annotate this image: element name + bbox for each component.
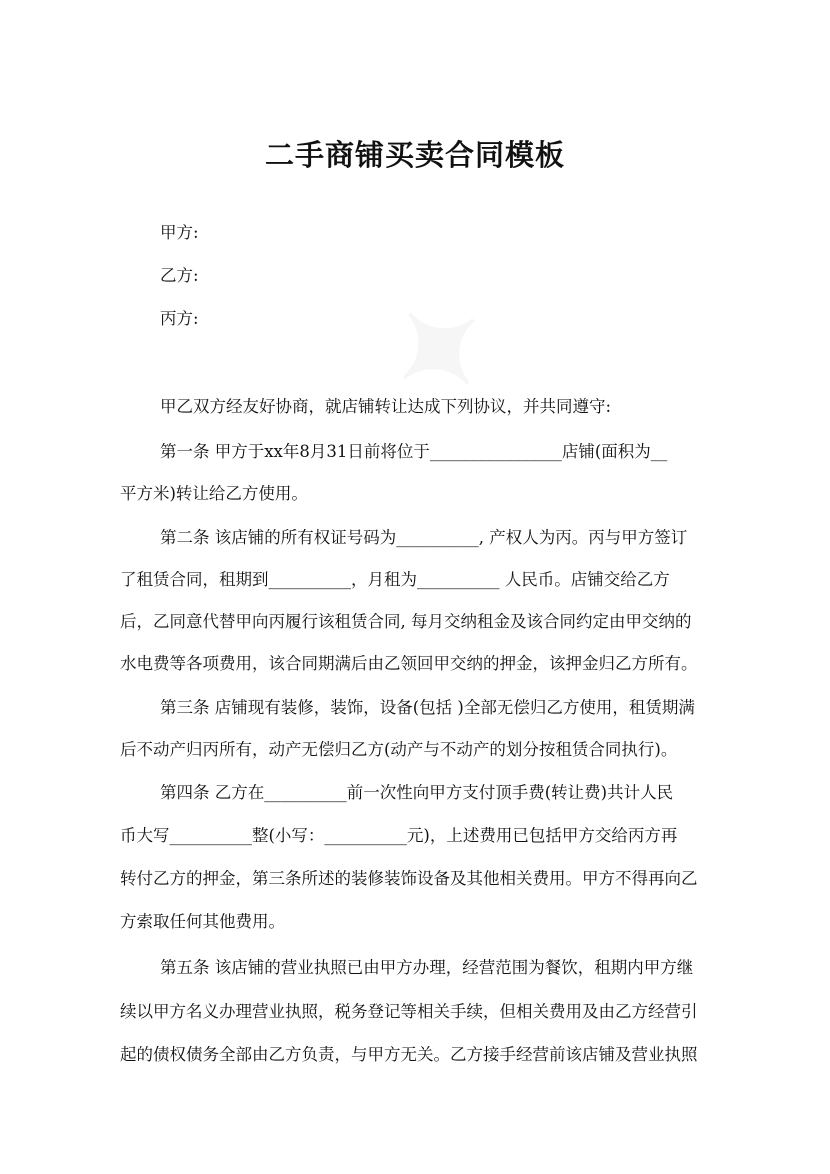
clause-2-line: 第二条 该店铺的所有权证号码为__________, 产权人为丙。丙与甲方签订 bbox=[160, 528, 688, 547]
clause-3-line: 第三条 店铺现有装修，装饰，设备(包括 )全部无偿归乙方使用，租赁期满 bbox=[160, 698, 695, 717]
party-a-label: 甲方: bbox=[160, 223, 199, 242]
clause-4-line: 币大写__________整(小写：__________元)，上述费用已包括甲方交给丙方再 bbox=[120, 826, 678, 845]
clause-3-line: 后不动产归丙所有，动产无偿归乙方(动产与不动产的划分按租赁合同执行)。 bbox=[120, 740, 678, 759]
clause-5-line: 第五条 该店铺的营业执照已由甲方办理，经营范围为餐饮，租期内甲方继 bbox=[160, 958, 694, 977]
clause-4-line: 第四条 乙方在__________前一次性向甲方支付顶手费(转让费)共计人民 bbox=[160, 783, 674, 802]
party-c-label: 丙方: bbox=[160, 309, 199, 328]
clause-4-line: 转付乙方的押金，第三条所述的装修装饰设备及其他相关费用。甲方不得再向乙 bbox=[120, 869, 698, 888]
intro-paragraph: 甲乙双方经友好协商，就店铺转让达成下列协议，并共同遵守: bbox=[160, 397, 612, 416]
party-b-label: 乙方: bbox=[160, 266, 199, 285]
document-title: 二手商铺买卖合同模板 bbox=[264, 138, 565, 173]
clause-1-line: 第一条 甲方于xx年8月31日前将位于________________店铺(面积为__ bbox=[160, 442, 668, 461]
clause-4-line: 方索取任何其他费用。 bbox=[120, 912, 285, 931]
clause-1-line: 平方米)转让给乙方使用。 bbox=[120, 484, 308, 503]
clause-2-line: 水电费等各项费用，该合同期满后由乙领回甲交纳的押金，该押金归乙方所有。 bbox=[120, 654, 698, 673]
clause-5-line: 起的债权债务全部由乙方负责，与甲方无关。乙方接手经营前该店铺及营业执照 bbox=[120, 1045, 698, 1064]
clause-2-line: 后，乙同意代替甲向丙履行该租赁合同, 每月交纳租金及该合同约定由甲交纳的 bbox=[120, 612, 692, 631]
clause-5-line: 续以甲方名义办理营业执照，税务登记等相关手续，但相关费用及由乙方经营引 bbox=[120, 1002, 698, 1021]
clause-2-line: 了租赁合同，租期到__________，月租为__________ 人民币。店铺交给乙方 bbox=[120, 570, 670, 589]
